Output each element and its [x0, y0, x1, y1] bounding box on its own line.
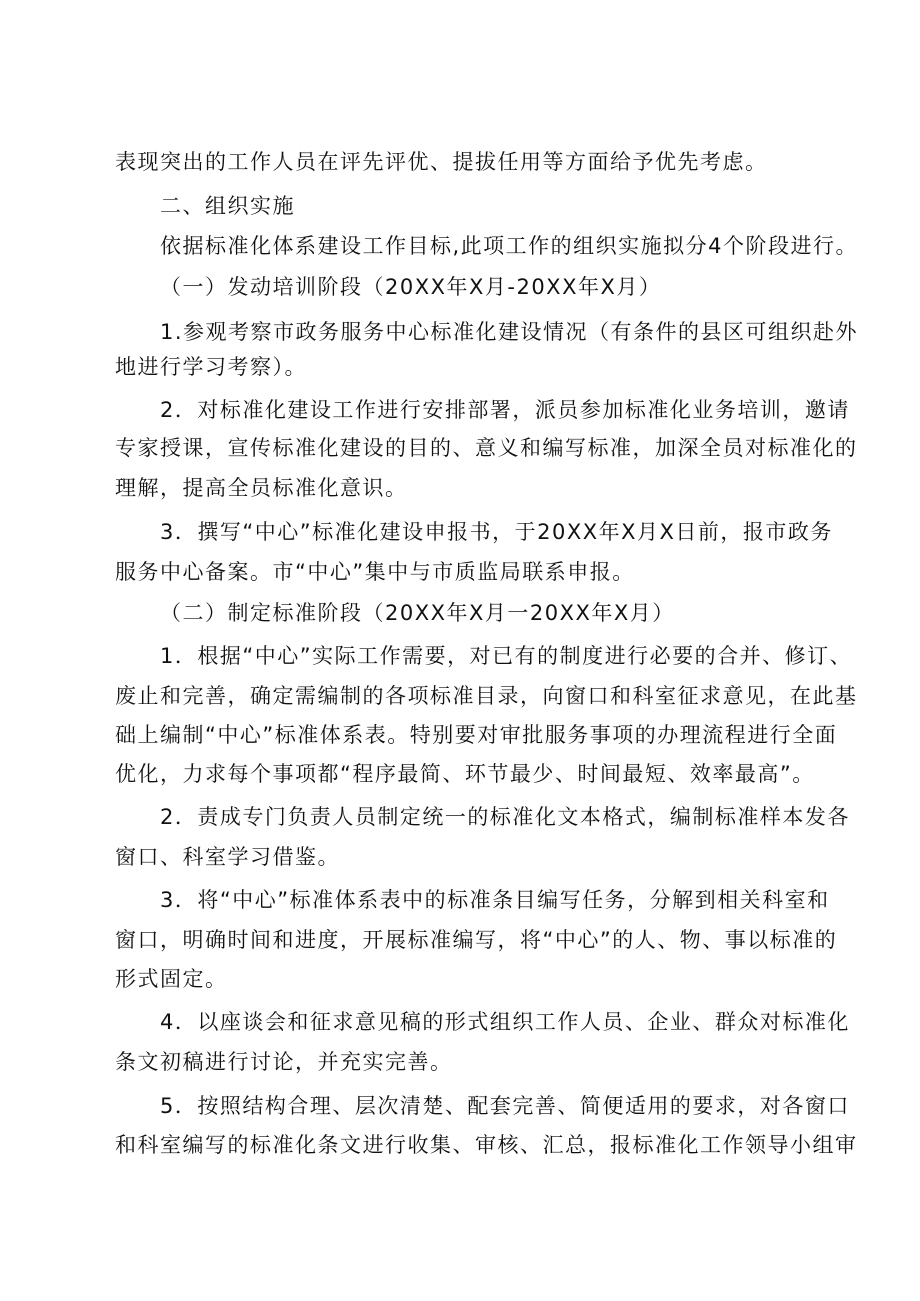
text-line: 服务中心备案。市“中心”集中与市质监局联系申报。 [115, 560, 635, 584]
text-line: 依据标准化体系建设工作目标,此项工作的组织实施拟分4个阶段进行。 [160, 234, 859, 258]
text-line: 条文初稿进行讨论，并充实完善。 [115, 1050, 453, 1074]
subsection-heading: （二）制定标准阶段（20XX年X月一20XX年X月） [160, 601, 675, 625]
text-line: 废止和完善，确定需编制的各项标准目录，向窗口和科室征求意见，在此基 [115, 684, 858, 708]
text-line: 1．根据“中心”实际工作需要，对已有的制度进行必要的合并、修订、 [160, 644, 853, 668]
text-line: 础上编制“中心”标准体系表。特别要对审批服务事项的办理流程进行全面 [115, 723, 838, 747]
text-line: 3．将“中心”标准体系表中的标准条目编写任务，分解到相关科室和 [160, 888, 830, 912]
text-line: 1.参观考察市政务服务中心标准化建设情况（有条件的县区可组织赴外 [160, 320, 859, 344]
text-line: 2．责成专门负责人员制定统一的标准化文本格式，编制标准样本发各 [160, 805, 850, 829]
text-line: 形式固定。 [115, 967, 228, 991]
text-line: 理解，提高全员标准化意识。 [115, 476, 408, 500]
text-line: 2．对标准化建设工作进行安排部署，派员参加标准化业务培训，邀请 [160, 398, 850, 422]
text-line: 5．按照结构合理、层次清楚、配套完善、简便适用的要求，对各窗口 [160, 1094, 850, 1118]
text-line: 优化，力求每个事项都“程序最简、环节最少、时间最短、效率最高”。 [115, 762, 815, 786]
text-line: 窗口、科室学习借鉴。 [115, 845, 340, 869]
text-line: 4．以座谈会和征求意见稿的形式组织工作人员、企业、群众对标准化 [160, 1010, 850, 1034]
text-line: 窗口，明确时间和进度，开展标准编写，将“中心”的人、物、事以标准的 [115, 928, 838, 952]
text-line: 专家授课，宣传标准化建设的目的、意义和编写标准，加深全员对标准化的 [115, 436, 858, 460]
text-line: 地进行学习考察）。 [115, 355, 307, 379]
subsection-heading: （一）发动培训阶段（20XX年X月-20XX年X月） [160, 275, 662, 299]
text-line: 3．撰写“中心”标准化建设申报书，于20XX年X月X日前，报市政务 [160, 520, 833, 544]
text-line: 表现突出的工作人员在评先评优、提拔任用等方面给予优先考虑。 [115, 150, 768, 174]
section-heading: 二、组织实施 [160, 194, 295, 218]
text-line: 和科室编写的标准化条文进行收集、审核、汇总，报标准化工作领导小组审 [115, 1133, 858, 1157]
